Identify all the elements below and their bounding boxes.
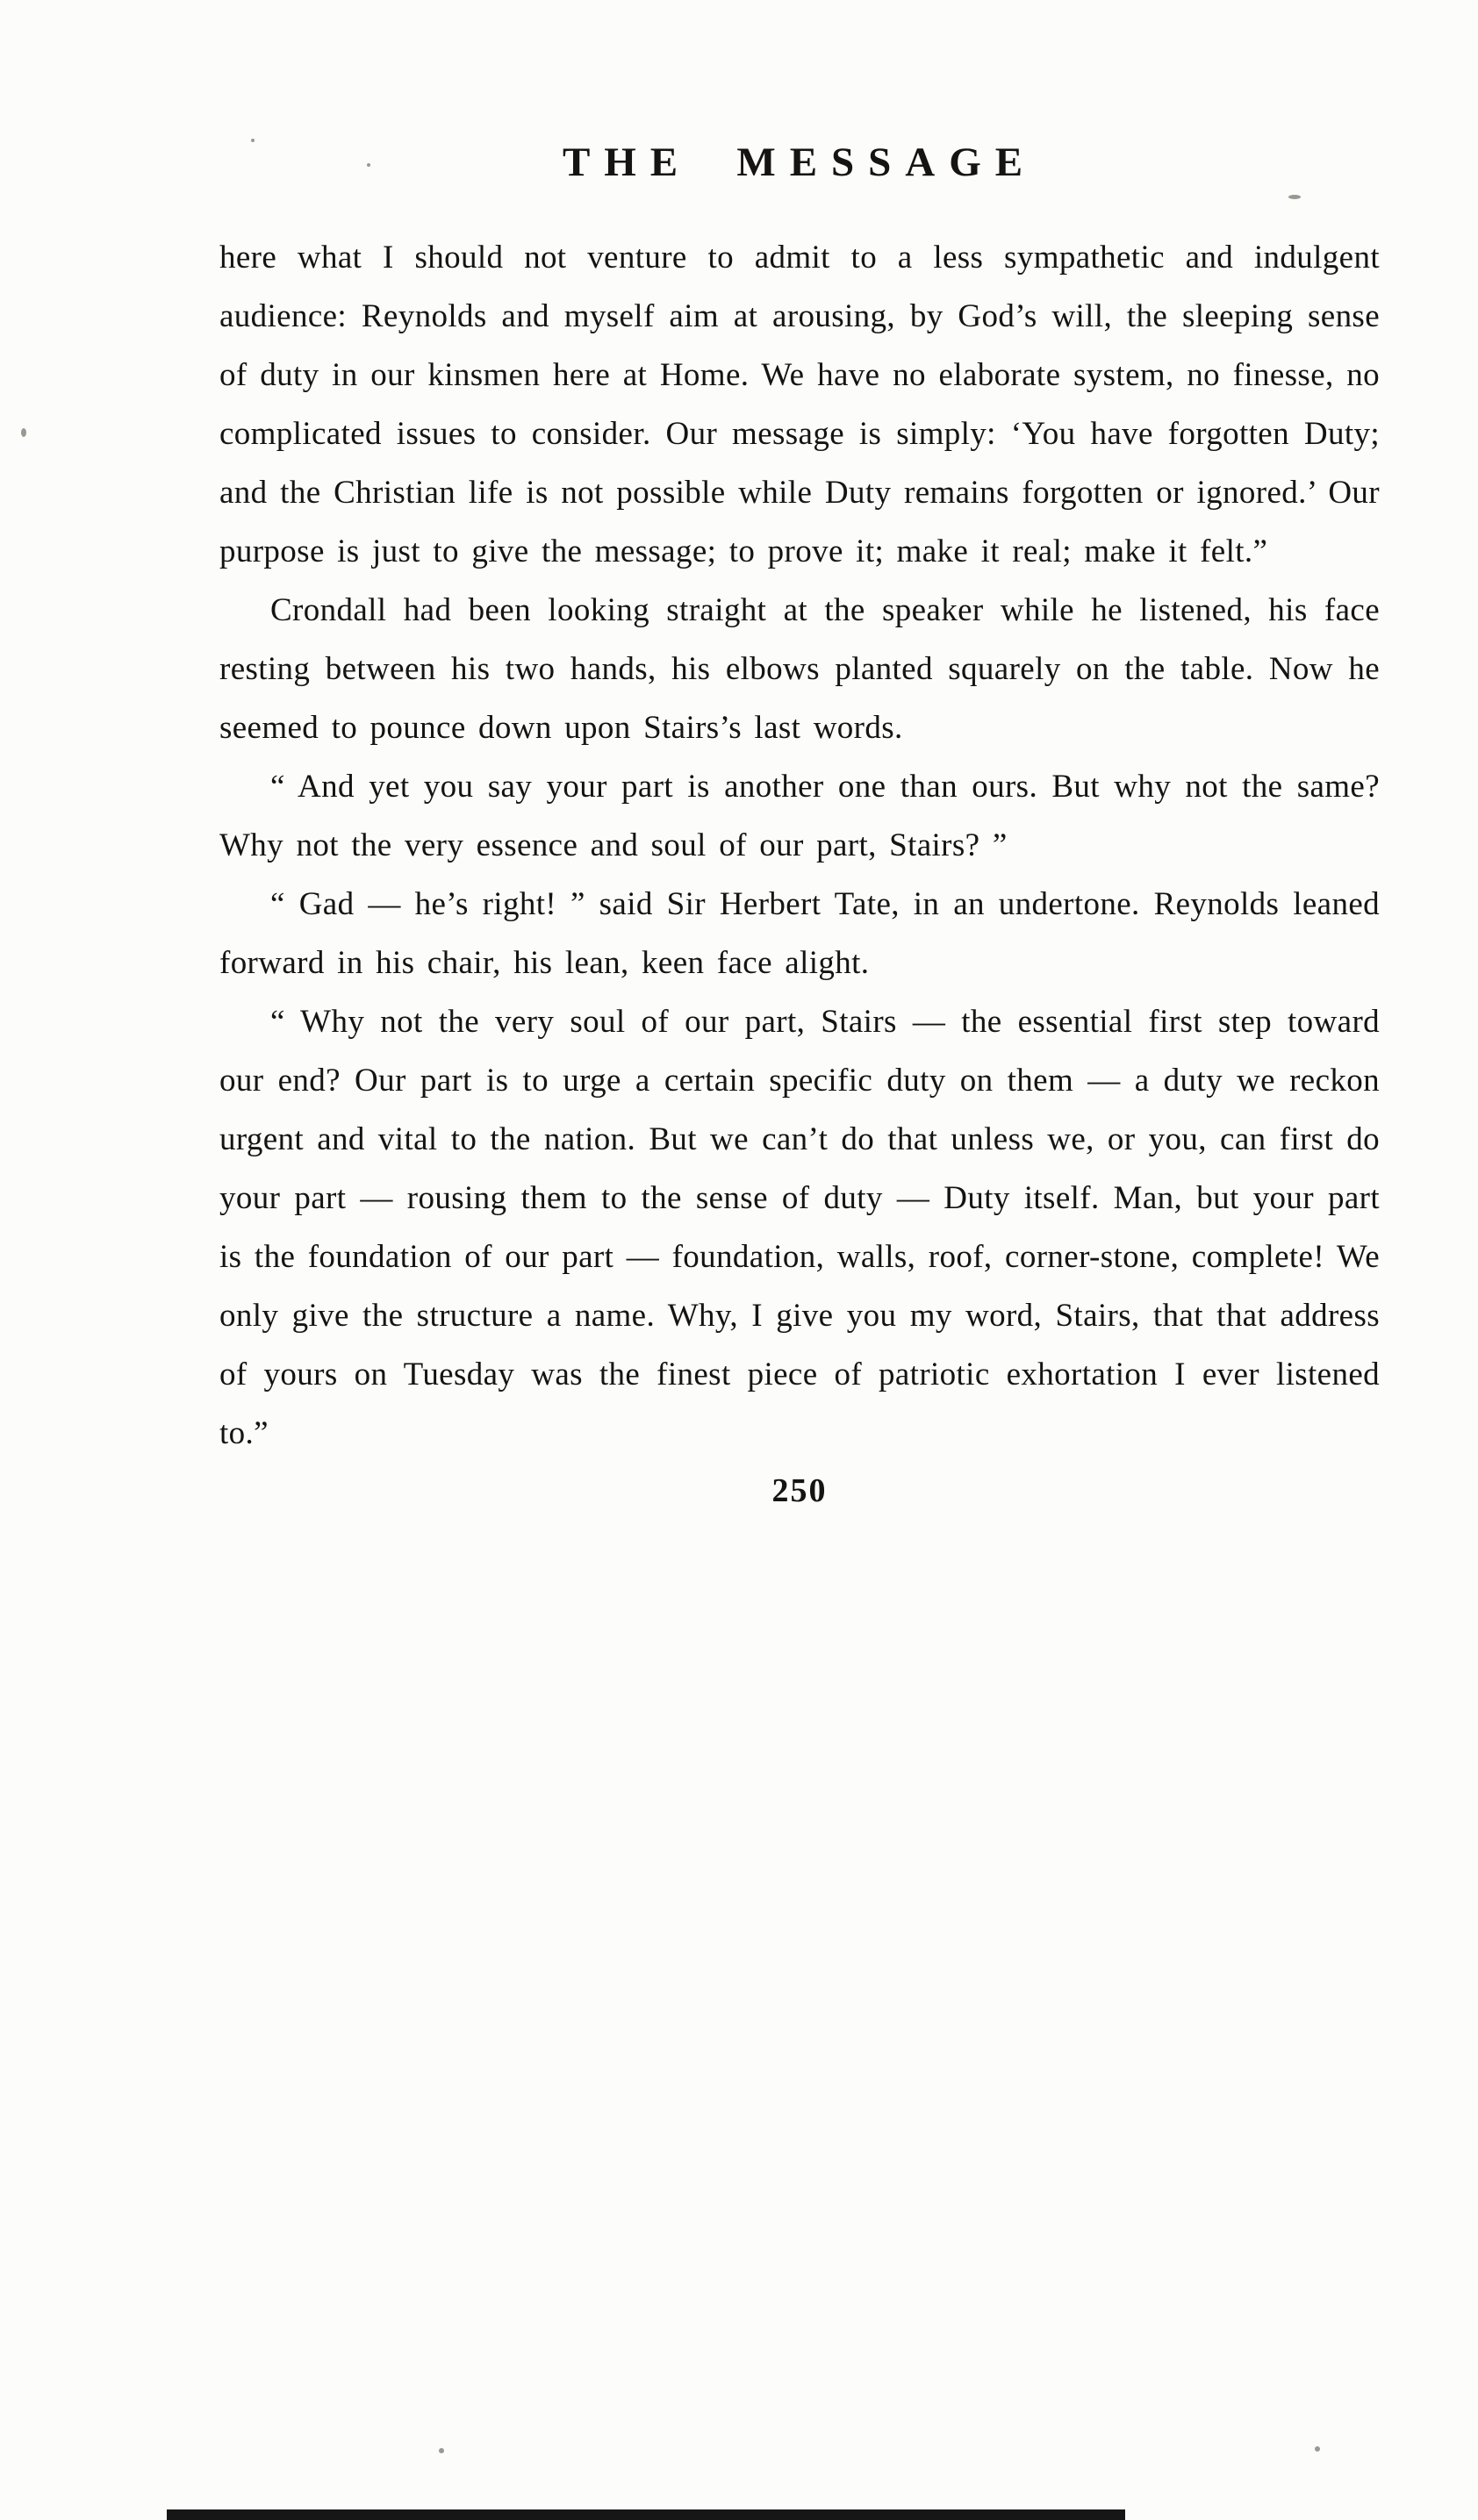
scan-speck: [1288, 195, 1301, 199]
page-title: THE MESSAGE: [562, 140, 1037, 185]
scan-speck: [21, 428, 26, 437]
paragraph: “ Why not the very soul of our part, Stairs — the essential first step toward our end? Our part is to urge a certain specific duty on them — a duty we reckon urgent and vital to the nation. But we can’t do that unless we, or you, can first do your part — rousing them to the sense of duty — Duty itself. Man, but your part is the foundation of our part — foundation, walls, roof, corner-stone, complete! We only give the structure a name. Why, I give you my word, Stairs, that that address of yours on Tuesday was the finest piece of patriotic exhortation I ever listened to.”: [219, 1004, 1380, 1451]
scan-speck: [439, 2448, 444, 2453]
body-text: [219, 228, 1380, 1463]
paragraph: “ Gad — he’s right! ” said Sir Herbert Tate, in an undertone. Reynolds leaned forward in his chair, his lean, keen face alight.: [219, 886, 1380, 981]
scan-edge-artifact: [167, 2509, 1125, 2520]
scan-speck: [1315, 2446, 1320, 2452]
paragraph: “ And yet you say your part is another one than ours. But why not the same? Why not the very essence and soul of our part, Stairs? ”: [219, 769, 1380, 863]
page-number: 250: [771, 1472, 828, 1509]
scan-speck: [251, 139, 255, 142]
paragraph: Crondall had been looking straight at the speaker while he listened, his face resting between his two hands, his elbows planted squarely on the table. Now he seemed to pounce down upon Stairs’s last words.: [219, 592, 1380, 746]
paragraph: here what I should not venture to admit to a less sympathetic and indulgent audience: Reynolds and myself aim at arousing, by God’s will, the sleeping sense of duty in our kinsmen here at Home. We have no elaborate system, no finesse, no complicated issues to consider. Our message is simply: ‘You have forgotten Duty; and the Christian life is not possible while Duty remains forgotten or ignored.’ Our purpose is just to give the message; to prove it; make it real; make it felt.”: [219, 240, 1380, 569]
scan-speck: [367, 163, 370, 167]
text-block: [219, 139, 1380, 1510]
